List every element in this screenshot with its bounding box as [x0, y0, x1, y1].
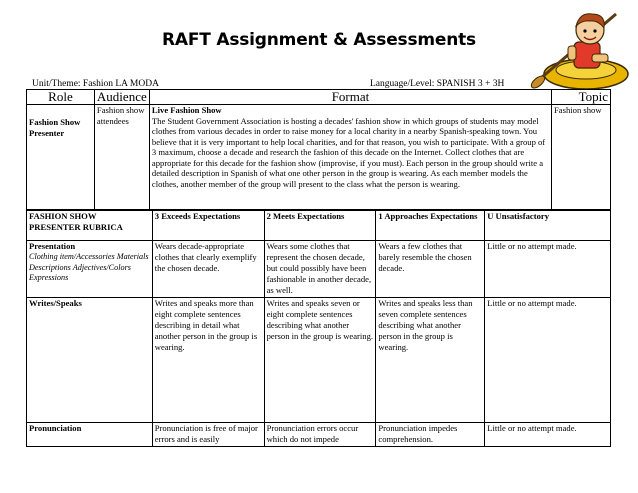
rubric-cell: Writes and speaks less than seven complete sentences describing what another person in the group is wearing. [376, 298, 485, 423]
raft-header-topic: Topic [552, 90, 611, 105]
raft-audience-cell: Fashion show attendees [94, 105, 149, 210]
format-text: The Student Government Association is hosting a decades' fashion show in which groups of students may model clothes from various decades in order to raise money for a local charity in a nearby Spanish-speaking town. You believe that it is very important to help local charities, and for that reason, you wish to participate. With a group of 3 maximum, choose a decade and research the fashion of this decade on the Internet. Collect clothes that are appropriate for this decade for the fashion show (improvise, if you must). Each person in the group should write a detailed description in Spanish of what one other person in the group is wearing. As each member models the clothes, another member of the group will present to the class what the person is wearing. [151, 115, 546, 189]
rubric-row-pronunciation [27, 423, 611, 447]
rubric-cell: Wears a few clothes that barely resemble the chosen decade. [376, 241, 485, 298]
rubric-cell: Writes and speaks seven or eight complete sentences describing what another person in the group is wearing. [264, 298, 376, 423]
raft-role-cell: Fashion Show Presenter [27, 105, 95, 210]
rubric-cell: Pronunciation errors occur which do not impede [264, 423, 376, 447]
criterion-label: Writes/Speaks [27, 298, 153, 423]
rubric-cell: Wears some clothes that represent the chosen decade, but could possibly have been fashionable in another decade, as well. [264, 241, 376, 298]
raft-topic-cell: Fashion show [552, 105, 611, 210]
raft-header-row [27, 90, 611, 105]
raft-header-audience: Audience [94, 90, 149, 105]
raft-header-format: Format [149, 90, 551, 105]
rubric-table [26, 210, 611, 447]
rubric-cell: Pronunciation impedes comprehension. [376, 423, 485, 447]
criterion-label: Pronunciation [27, 423, 153, 447]
rubric-header-approaches: 1 Approaches Expectations [376, 211, 485, 241]
language-level-label: Language/Level: SPANISH 3 + 3H [370, 79, 505, 89]
rubric-cell: Little or no attempt made. [485, 298, 611, 423]
format-title: Live Fashion Show [151, 105, 222, 115]
document-title: RAFT Assignment & Assessments [162, 30, 476, 50]
rubric-cell: Wears decade-appropriate clothes that clearly exemplify the chosen decade. [152, 241, 264, 298]
rubric-header-row [27, 211, 611, 241]
raft-format-cell [149, 105, 551, 210]
raft-header-role: Role [27, 90, 95, 105]
rubric-header-meets: 2 Meets Expectations [264, 211, 376, 241]
raft-table [26, 89, 611, 210]
criterion-subtext: Clothing item/Accessories Materials Descriptions Adjectives/Colors Expressions [29, 252, 149, 282]
rubric-criterion-cell [27, 241, 153, 298]
rubric-cell: Little or no attempt made. [485, 423, 611, 447]
rubric-header-unsatisfactory: U Unsatisfactory [485, 211, 611, 241]
rubric-cell: Writes and speaks more than eight complete sentences describing in detail what another person in the group is wearing. [152, 298, 264, 423]
rubric-row-presentation [27, 241, 611, 298]
child-rowing-boat-clipart [528, 4, 632, 92]
rubric-cell: Pronunciation is free of major errors and is easily [152, 423, 264, 447]
rubric-header-exceeds: 3 Exceeds Expectations [152, 211, 264, 241]
raft-content-row [27, 105, 611, 210]
criterion-label: Presentation [29, 241, 76, 251]
rubric-title-cell: FASHION SHOW PRESENTER RUBRICA [27, 211, 153, 241]
rubric-row-writes-speaks [27, 298, 611, 423]
unit-theme-label: Unit/Theme: Fashion LA MODA [32, 79, 159, 89]
rubric-cell: Little or no attempt made. [485, 241, 611, 298]
